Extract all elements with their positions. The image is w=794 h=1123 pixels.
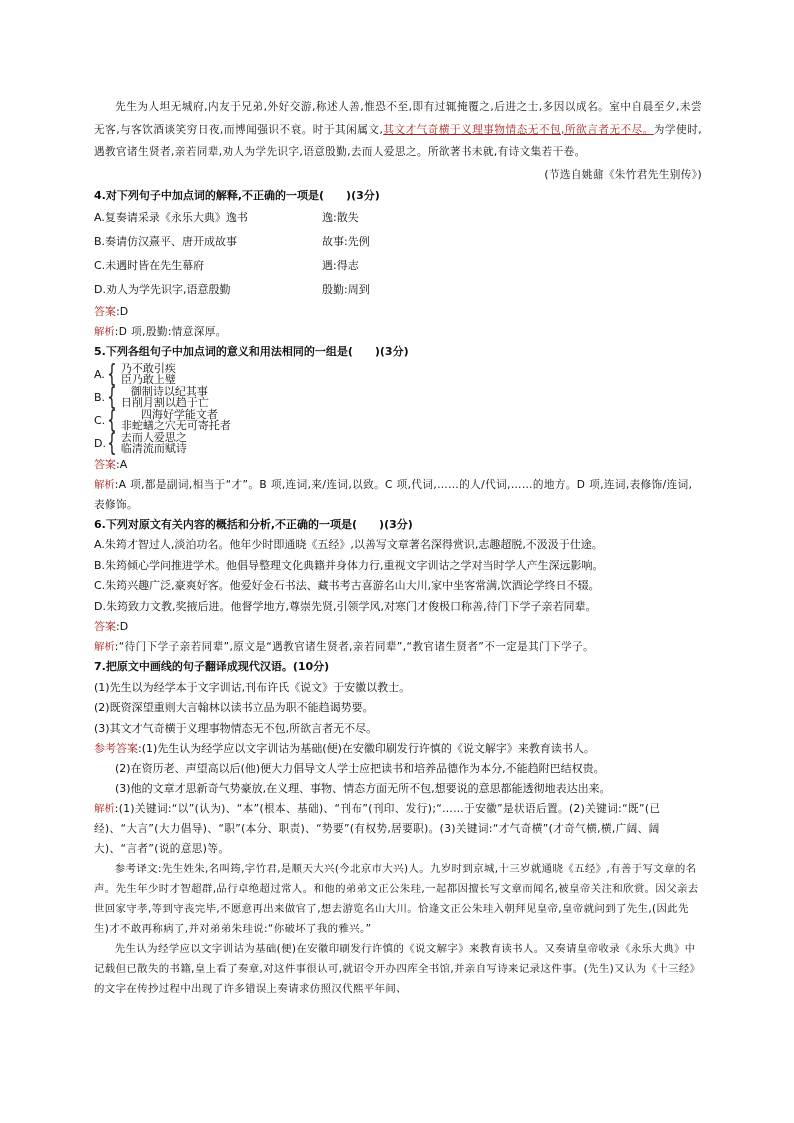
q7-translation-2: 先生认为经学应以文字训诂为基础(便)在安徽印刷发行许慎的《说文解字》来教育读书人。又奏请皇帝收录《永乐大典》中记载但已散失的书籍,皇上看了奏章,对这件事很认可,就诏令开办四库全书馆,并亲自写诗来记录这件事。(先生)又认为《十三经》的文字在传抄过程中出现了许多错误上奏请求仿照汉代熙平年间、 [94, 943, 701, 995]
passage-text-b: 为学使时,遇教官诸生贤者,亲若同辈,劝人为学先识字,语意殷勤,去而人爱思之。所欲著书未就,有诗文集若干卷。 [94, 123, 702, 158]
q4-answer: 答案:D [94, 305, 129, 318]
q4-option-d: D.劝人为学先识字,语意殷勤 殷勤:周到 [94, 283, 370, 296]
q7-explanation: 解析:(1)关键词:“以”(认为)、“本”(根本、基础)、“刊布”(刊印、发行);“……于安徽”是状语后置。(2)关键词:“既”(已经)、“大言”(大力倡导)、“职”(本分、职责)、“势要”(有权势,居要职)。(3)关键词:“才气奇横”(才奇气横,横,广阔、阔大)、“言者”(说的意思)等。 [94, 803, 661, 855]
passage-text-a: 先生为人坦无城府,内友于兄弟,外好交游,称述人善,惟恐不至,即有过辄掩覆之,后进之士,多因以成名。室中自晨至夕,未尝无客,与客饮酒谈笑穷日夜,而博闻强识不衰。时于其闲属文, [94, 101, 702, 136]
brace-icon: { [107, 382, 117, 411]
brace-icon: { [107, 428, 117, 457]
q5-option-c: C. { 四海好学能文者 非蛇蟮之穴无可寄托者 [94, 405, 231, 434]
q7-reference-answer-3: (3)他的文章才思新奇气势豪放,在义理、事物、情态方面无所不包,想要说的意思都能透彻地表达出来。 [115, 782, 611, 795]
q7-translation-1: 参考译文:先生姓朱,名叫筠,字竹君,是顺天大兴(今北京市大兴)人。九岁时到京城,十三岁就通晓《五经》,有善于写文章的名声。先生年少时才智超群,品行卓绝超过常人。和他的弟弟文正公朱珪,一起都因擅长写文章而闻名,被皇帝关注和欣赏。因父亲去世回家守孝,等到守丧完毕,不愿意再出来做官了,想去游览名山大川。恰逢文正公朱珪入朝拜见皇帝,皇帝就问到了先生,(因此先生)才不敢再称病了,并对弟弟朱珪说:“你破坏了我的雅兴。” [94, 863, 699, 935]
q6-option-b: B.朱筠倾心学问推进学术。他倡导整理文化典籍并身体力行,重视文字训诂之学对当时学人产生深远影响。 [94, 558, 604, 572]
q4-option-c: C.未遇时皆在先生幕府 遇:得志 [94, 259, 359, 272]
q5-option-a: A. { 乃不敢引疾 臣乃敢上璧 [94, 359, 176, 388]
question-5-options [94, 359, 702, 457]
passage-paragraph [94, 96, 702, 164]
q5-answer: 答案:A [94, 457, 128, 471]
q6-answer: 答案:D [94, 620, 129, 633]
q4-explanation: 解析:D 项,殷勤:情意深厚。 [94, 326, 227, 338]
document-page [94, 96, 702, 999]
brace-icon: { [107, 359, 117, 388]
q5-option-d: D. { 去而人爱思之 临清流而赋诗 [94, 428, 187, 457]
question-4-options [94, 206, 702, 302]
passage-source: (节选自姚鼐《朱竹君先生别传》) [544, 168, 702, 181]
q7-item-2: (2)既资深望重则大言翰林以读书立品为职不能趋谒势要。 [94, 701, 374, 714]
q6-explanation: 解析:“待门下学子亲若同辈”,原文是“遇教官诸生贤者,亲若同辈”,“教官诸生贤者”不一定是其门下学子。 [94, 641, 595, 653]
q6-option-c: C.朱筠兴趣广泛,豪爽好客。他爱好金石书法、藏书考古喜游名山大川,家中坐客常满,饮酒论学终日不辍。 [94, 579, 600, 592]
q6-option-d: D.朱筠致力文教,奖掖后进。他督学地方,尊崇先贤,引领学风,对寒门才俊极口称善,待门下学子亲若同辈。 [94, 599, 597, 613]
q5-explanation: 解析:A 项,都是副词,相当于“才”。B 项,连词,来/连词,以致。C 项,代词,……的人/代词,……的地方。D 项,连词,表修饰/连词,表修饰。 [94, 478, 693, 511]
question-6-title: 6.下列对原文有关内容的概括和分析,不正确的一项是( )(3分) [94, 517, 413, 531]
q4-option-a: A.复奏请采录《永乐大典》逸书 逸:散失 [94, 211, 359, 224]
q4-option-b: B.奏请仿汉熹平、唐开成故事 故事:先例 [94, 235, 370, 248]
question-7-title: 7.把原文中画线的句子翻译成现代汉语。(10分) [94, 660, 330, 673]
q7-reference-answer-1: 参考答案:(1)先生认为经学应以文字训诂为基础(便)在安徽印刷发行许慎的《说文解字》来教育读书人。 [94, 742, 595, 755]
q7-item-1: (1)先生以为经学本于文字训诂,刊布许氏《说文》于安徽以教士。 [94, 680, 411, 694]
q6-option-a: A.朱筠才智过人,淡泊功名。他年少时即通晓《五经》,以善写文章著名深得赏识,志趣超脱,不汲汲于仕途。 [94, 538, 603, 551]
question-5-title: 5.下列各组句子中加点词的意义和用法相同的一组是( )(3分) [94, 345, 409, 358]
underlined-sentence: 其文才气奇横于义理事物情态无不包,所欲言者无不尽。 [383, 123, 654, 136]
q7-reference-answer-2: (2)在资历老、声望高以后(他)便大力倡导文人学士应把读书和培养品德作为本分,不能趋附巴结权贵。 [115, 762, 605, 775]
question-4-title: 4.对下列句子中加点词的解释,不正确的一项是( )(3分) [94, 188, 380, 202]
brace-icon: { [107, 405, 117, 434]
q5-option-b: B. { 御制诗以纪其事 日削月割以趋于亡 [94, 382, 209, 411]
q7-item-3: (3)其文才气奇横于义理事物情态无不包,所欲言者无不尽。 [94, 721, 378, 735]
